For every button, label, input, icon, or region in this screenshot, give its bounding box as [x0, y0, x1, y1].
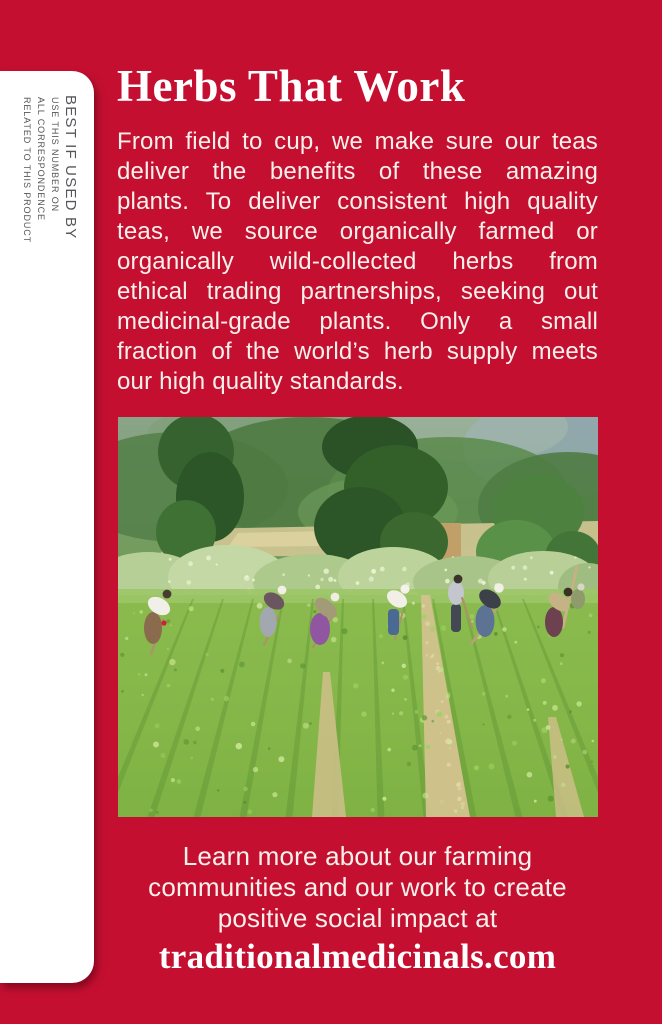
body-copy: [117, 127, 598, 397]
body-text-line: medicinal-grade plants. Only a small: [117, 308, 598, 335]
footer-text-line: communities and our work to create: [148, 872, 567, 902]
correspondence-note-line: USE THIS NUMBER ON: [50, 97, 60, 213]
body-text-line: ethical trading partnerships, seeking out: [117, 278, 598, 305]
body-text-line: fraction of the world’s herb supply meets: [117, 338, 598, 365]
body-text-line: From field to cup, we make sure our teas: [117, 128, 598, 155]
body-text-line: organically wild-collected herbs from: [117, 248, 598, 275]
farm-photo-illustration: [118, 417, 598, 817]
section-heading: Herbs That Work: [117, 61, 466, 111]
photo-field: [118, 589, 598, 817]
best-by-text: BEST IF USED BY: [62, 95, 79, 240]
body-text-line: plants. To deliver consistent high quality: [117, 188, 598, 215]
correspondence-note: [18, 97, 62, 243]
best-by-label: [0, 71, 94, 983]
body-text-line: deliver the benefits of these amazing: [117, 158, 598, 185]
website-url: traditionalmedicinals.com: [158, 937, 557, 976]
body-text-line: teas, we source organically farmed or: [117, 218, 598, 245]
footer-text-line: Learn more about our farming: [182, 841, 533, 871]
farm-workers-photo: [118, 417, 598, 817]
footer-text-line: positive social impact at: [217, 903, 498, 933]
correspondence-note-line: ALL CORRESPONDENCE: [36, 97, 46, 221]
correspondence-note-line: RELATED TO THIS PRODUCT: [22, 97, 32, 244]
body-text-line: our high quality standards.: [117, 368, 404, 395]
footer: [117, 841, 598, 977]
